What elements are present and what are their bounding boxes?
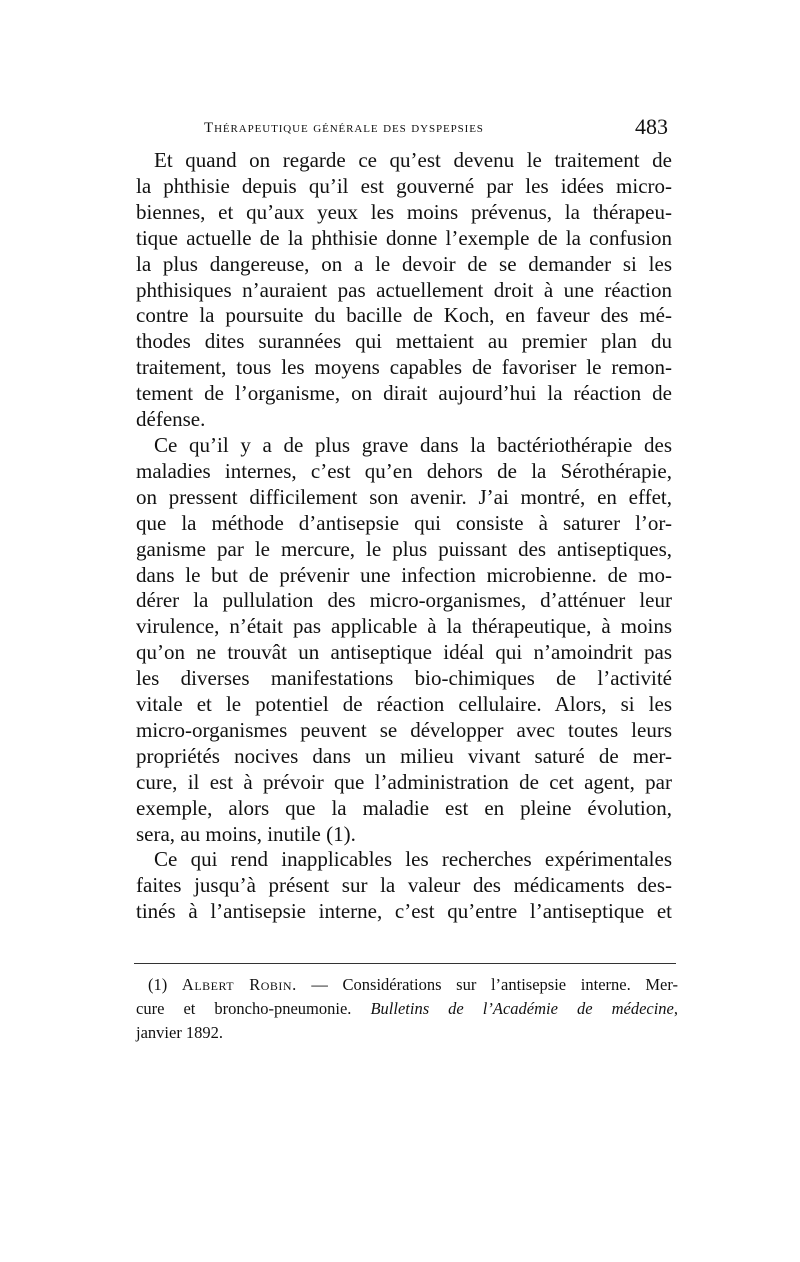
paragraph-line: phthisiques n’auraient pas actuellement droit à une réaction — [136, 277, 672, 302]
footnote-text: , — [673, 999, 678, 1018]
running-title: Thérapeutique générale des dyspepsies — [204, 120, 484, 136]
paragraph-line: tinés à l’antisepsie interne, c’est qu’entre l’antiseptique et — [136, 899, 672, 924]
paragraph-line: défense. — [136, 407, 206, 432]
paragraph-line: Ce qui rend inapplicables les recherches expérimentales — [154, 847, 672, 872]
body-text — [136, 148, 672, 925]
footnote-author: Albert Robin. — [181, 975, 297, 994]
paragraph-line: dérer la pullulation des micro-organismes, d’atténuer leur — [136, 588, 672, 613]
paragraph-line: exemple, alors que la maladie est en pleine évolution, — [136, 795, 672, 820]
footnote-text: cure et broncho-pneumonie. — [136, 999, 371, 1018]
paragraph-line: que la méthode d’antisepsie qui consiste à saturer l’or- — [136, 510, 672, 535]
paragraph-line: faites jusqu’à présent sur la valeur des médicaments des- — [136, 873, 672, 898]
footnote-divider — [134, 963, 676, 964]
paragraph-line: virulence, n’était pas applicable à la thérapeutique, à moins — [136, 614, 672, 639]
paragraph-line: on pressent difficilement son avenir. J’ai montré, en effet, — [136, 484, 672, 509]
paragraph-line: Et quand on regarde ce qu’est devenu le traitement de — [154, 148, 672, 172]
footnote-line: janvier 1892. — [136, 1023, 224, 1042]
paragraph-line: ganisme par le mercure, le plus puissant des antiseptiques, — [136, 536, 672, 561]
paragraph-line: contre la poursuite du bacille de Koch, en faveur des mé- — [136, 303, 672, 328]
paragraph-line: la phthisie depuis qu’il est gouverné par les idées micro- — [136, 173, 672, 198]
paragraph-line: vitale et le potentiel de réaction cellulaire. Alors, si les — [136, 692, 672, 717]
paragraph-line: traitement, tous les moyens capables de favoriser le remon- — [136, 355, 672, 380]
paragraph-line: cure, il est à prévoir que l’administration de cet agent, par — [136, 769, 672, 794]
footnote-journal: Bulletins de l’Académie de médecine — [370, 999, 674, 1018]
footnote-line — [136, 973, 678, 997]
paragraph-line: micro-organismes peuvent se développer avec toutes leurs — [136, 717, 672, 742]
footnote — [136, 973, 678, 1045]
paragraph-line: les diverses manifestations bio-chimiques de l’activité — [136, 666, 672, 691]
paragraph-line: tement de l’organisme, on dirait aujourd’hui la réaction de — [136, 381, 672, 406]
footnote-line — [136, 997, 678, 1021]
paragraph-line: propriétés nocives dans un milieu vivant saturé de mer- — [136, 743, 672, 768]
running-head — [136, 114, 672, 144]
paragraph-line: dans le but de prévenir une infection microbienne. de mo- — [136, 562, 672, 587]
footnote-marker: (1) — [148, 975, 168, 994]
paragraph-line: biennes, et qu’aux yeux les moins prévenus, la thérapeu- — [136, 199, 672, 224]
paragraph-line: thodes dites surannées qui mettaient au premier plan du — [136, 329, 672, 354]
paragraph-line: Ce qu’il y a de plus grave dans la bactériothérapie des — [154, 432, 672, 457]
paragraph-line: qu’on ne trouvât un antiseptique idéal qui n’amoindrit pas — [136, 640, 672, 665]
page-number: 483 — [635, 114, 668, 139]
paragraph-line: sera, au moins, inutile (1). — [136, 821, 356, 846]
paragraph-line: tique actuelle de la phthisie donne l’exemple de la confusion — [136, 225, 672, 250]
footnote-text: — Considérations sur l’antisepsie interne. Mer- — [296, 975, 679, 994]
paragraph-line: maladies internes, c’est qu’en dehors de la Sérothérapie, — [136, 458, 672, 483]
paragraph-line: la plus dangereuse, on a le devoir de se demander si les — [136, 251, 672, 276]
